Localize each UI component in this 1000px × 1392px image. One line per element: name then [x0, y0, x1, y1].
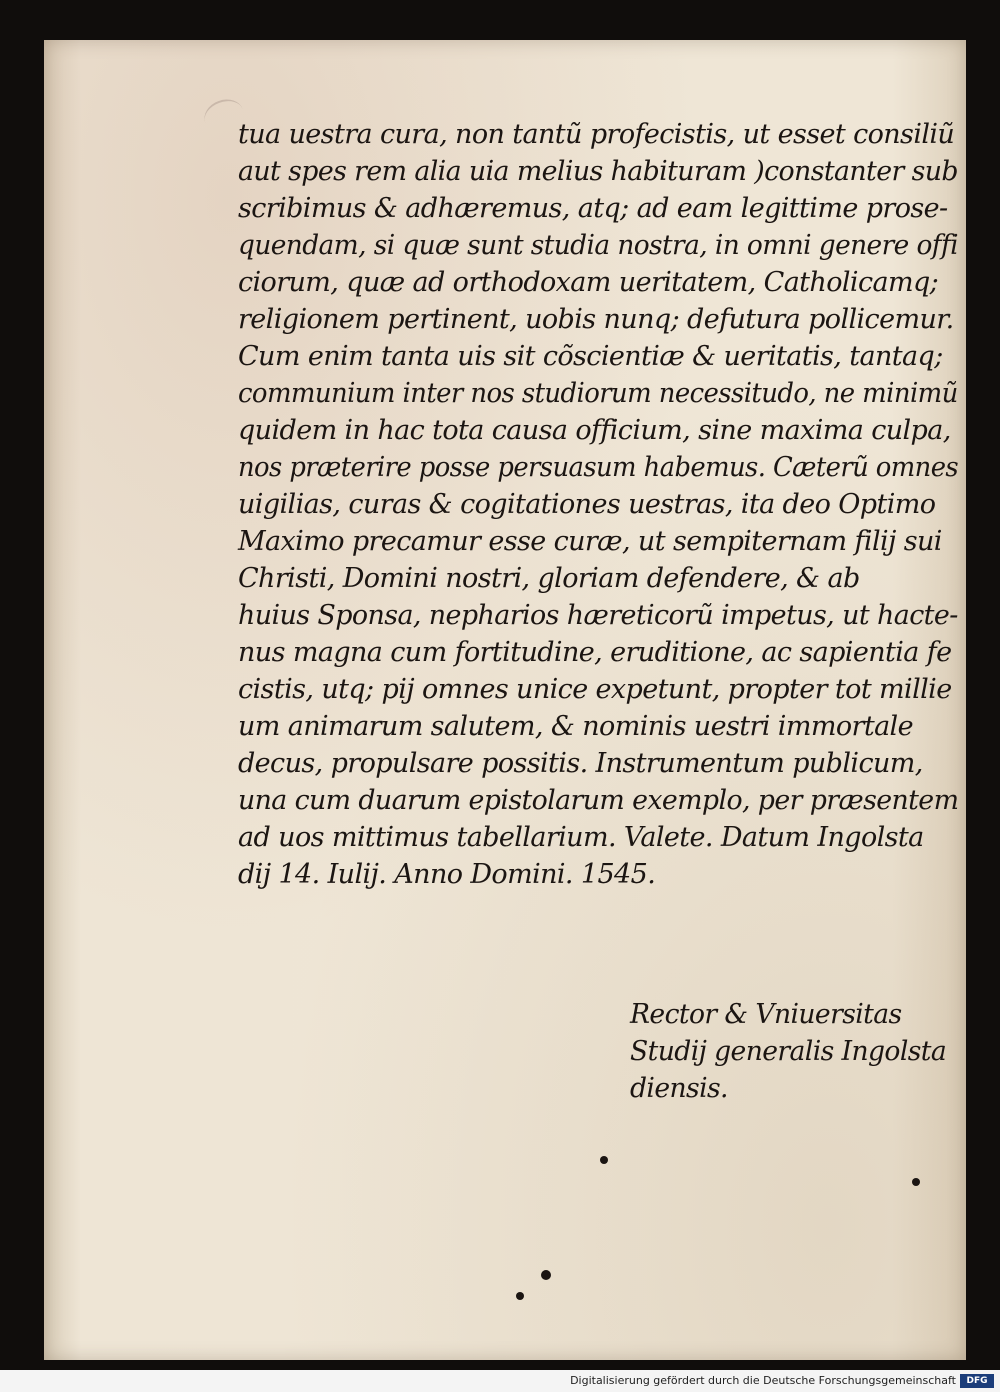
text-line: tua uestra cura, non tantũ profecistis, ut esset consiliũ — [238, 119, 955, 150]
text-line: ad uos mittimus tabellarium. Valete. Datum Ingolsta — [238, 822, 924, 853]
ornament-dot — [516, 1292, 524, 1300]
text-line: scribimus & adhæremus, atq; ad eam legittime prose- — [238, 193, 948, 224]
ornament-dot — [600, 1156, 608, 1164]
text-line: cistis, utq; pij omnes unice expetunt, propter tot millie — [238, 674, 952, 705]
text-line: dij 14. Iulij. Anno Domini. 1545. — [238, 859, 656, 890]
text-line: um animarum salutem, & nominis uestri immortale — [238, 711, 913, 742]
text-line: uigilias, curas & cogitationes uestras, ita deo Optimo — [238, 489, 936, 520]
text-line: aut spes rem alia uia melius habituram )constanter sub — [238, 156, 958, 187]
text-line: nus magna cum fortitudine, eruditione, ac sapientia fe — [238, 637, 952, 668]
text-line: nos præterire posse persuasum habemus. Cæterũ omnes — [238, 452, 959, 483]
text-line: ciorum, quæ ad orthodoxam ueritatem, Catholicamq; — [238, 267, 939, 298]
text-line: communium inter nos studiorum necessitudo, ne minimũ — [238, 378, 958, 409]
text-line: Christi, Domini nostri, gloriam defendere, & ab — [238, 563, 860, 594]
signature-line: Rector & Vniuersitas — [630, 999, 902, 1030]
text-line: religionem pertinent, uobis nunq; defutura pollicemur. — [238, 304, 954, 335]
footer-bar — [0, 1370, 1000, 1392]
text-line: Maximo precamur esse curæ, ut sempiternam filij sui — [238, 526, 942, 557]
text-line: quendam, si quæ sunt studia nostra, in omni genere offi — [238, 230, 959, 261]
ornament-dot — [912, 1178, 920, 1186]
text-line: una cum duarum epistolarum exemplo, per præsentem — [238, 785, 959, 816]
footer-credit: Digitalisierung gefördert durch die Deutsche Forschungsgemeinschaft — [570, 1374, 956, 1387]
signature-line: diensis. — [630, 1073, 728, 1104]
text-line: quidem in hac tota causa officium, sine maxima culpa, — [238, 415, 951, 446]
dfg-logo: DFG — [960, 1374, 994, 1388]
text-line: decus, propulsare possitis. Instrumentum publicum, — [238, 748, 923, 779]
text-line: huius Sponsa, nepharios hæreticorũ impetus, ut hacte- — [238, 600, 958, 631]
signature-line: Studij generalis Ingolsta — [630, 1036, 947, 1067]
signature-block — [630, 996, 960, 1107]
text-line: Cum enim tanta uis sit cõscientiæ & ueritatis, tantaq; — [238, 341, 943, 372]
ornament-dot — [541, 1270, 551, 1280]
